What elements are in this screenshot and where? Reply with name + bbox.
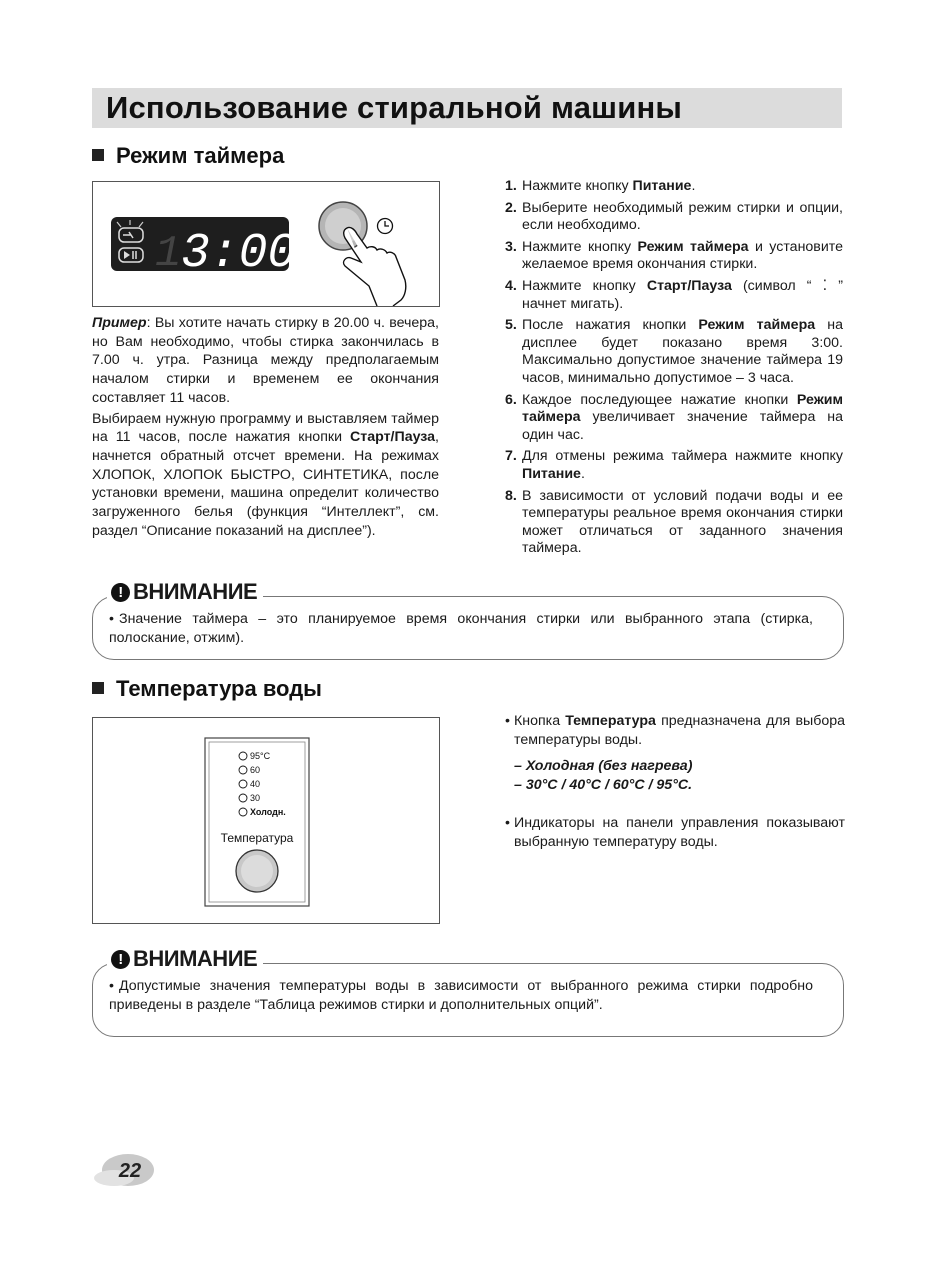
temp-option-cold: Холодн.	[250, 807, 286, 817]
water-options: – Холодная (без нагрева) – 30°C / 40°C / 60°C / 95°C.	[514, 758, 693, 793]
warning-text: • Допустимые значения температуры воды в зависимости от выбранного режима стирки подробно приведены в разделе “Таблица режимов стирки и дополнительных опций”.	[109, 978, 813, 1013]
temp-option-95: 95°C	[250, 751, 271, 761]
page-number: 22	[118, 1160, 142, 1182]
svg-text:1: 1	[155, 229, 182, 279]
warning-box-temperature	[92, 946, 844, 1037]
list-item: 6. Каждое последующее нажатие кнопки Режим таймера увеличивает значение таймера на один час.	[505, 391, 843, 443]
page-title-bar	[92, 88, 842, 128]
square-bullet-icon	[92, 149, 104, 161]
page-title: Использование стиральной машины	[106, 90, 683, 125]
timer-display-value: 3:00	[181, 227, 297, 281]
list-item: 8. В зависимости от условий подачи воды и ее температуры реальное время окончания стирки может отличаться от заданного значения таймера.	[505, 487, 843, 557]
list-item: 4. Нажмите кнопку Старт/Пауза (символ “ ⁚ ” начнет мигать).	[505, 277, 843, 312]
warning-title: ! ВНИМАНИЕ	[107, 579, 263, 605]
page-number-badge	[92, 1152, 156, 1188]
list-item: 2. Выберите необходимый режим стирки и опции, если необходимо.	[505, 199, 843, 234]
timer-panel-illustration	[92, 181, 440, 307]
water-bullet-2: • Индикаторы на панели управления показывают выбранную температуру воды.	[505, 815, 845, 850]
warning-box-timer	[92, 579, 844, 660]
timer-example-text: Пример: Вы хотите начать стирку в 20.00 ч. вечера, но Вам необходимо, чтобы стирка закончилась в 7.00 ч. утра. Разница между предполагаемым началом стирки и временем ее окончания составляет 11 часов. Выбираем нужную программу и выставляем таймер на 11 часов, после нажатия кнопки Старт/Пауза, начнется обратный отсчет времени. На режимах ХЛОПОК, ХЛОПОК БЫСТРО, СИНТЕТИКА, после установки времени, машина определит количество загруженного белья (функция “Интеллект”, см. раздел “Описание показаний на дисплее”).	[92, 315, 439, 539]
timer-panel-svg	[93, 182, 439, 306]
square-bullet-icon	[92, 682, 104, 694]
temp-option-30: 30	[250, 793, 261, 803]
timer-steps-list	[505, 178, 843, 562]
warning-text: • Значение таймера – это планируемое время окончания стирки или выбранного этапа (стирка, полоскание, отжим).	[109, 611, 813, 646]
list-item: 3. Нажмите кнопку Режим таймера и установите желаемое время окончания стирки.	[505, 238, 843, 273]
water-section-heading: Температура воды	[92, 676, 322, 702]
exclamation-icon: !	[111, 583, 130, 602]
timer-section-heading: Режим таймера	[92, 143, 284, 169]
list-item: 5. После нажатия кнопки Режим таймера на дисплее будет показано время 3:00. Максимально допустимое значение таймера 19 часов, минимально допустимое – 3 часа.	[505, 317, 843, 386]
temperature-panel-svg	[93, 718, 439, 923]
temperature-label: Температура	[220, 831, 294, 845]
list-item: 7. Для отмены режима таймера нажмите кнопку Питание.	[505, 448, 843, 482]
temperature-panel-illustration	[92, 717, 440, 924]
temp-option-40: 40	[250, 779, 261, 789]
warning-title: ! ВНИМАНИЕ	[107, 946, 263, 972]
water-bullet-1: • Кнопка Температура предназначена для выбора температуры воды.	[505, 713, 845, 748]
page-badge-shape	[92, 1152, 156, 1188]
exclamation-icon: !	[111, 950, 130, 969]
clock-icon	[378, 219, 393, 234]
list-item: 1. Нажмите кнопку Питание.	[505, 178, 696, 194]
temp-option-60: 60	[250, 765, 261, 775]
